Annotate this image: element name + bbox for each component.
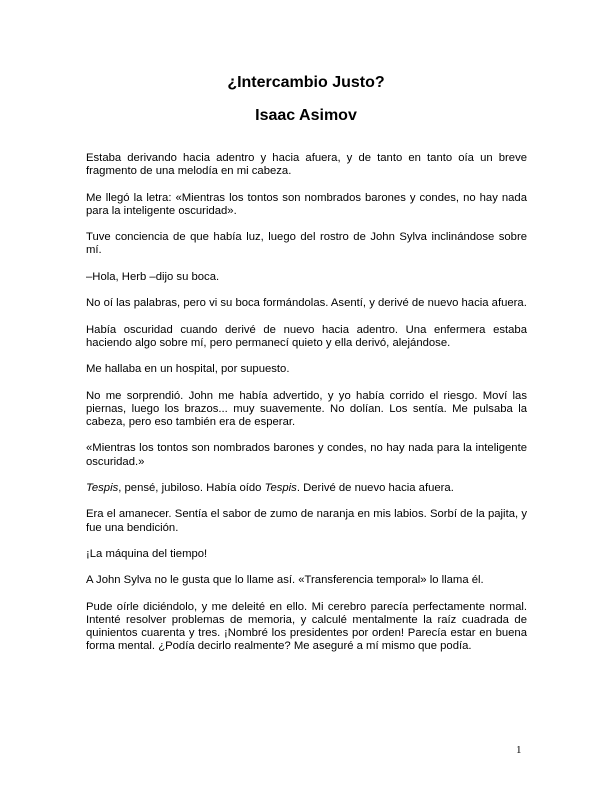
paragraph: «Mientras los tontos son nombrados barones y condes, no hay nada para la inteligente oscuridad.» [86,442,527,468]
paragraph: A John Sylva no le gusta que lo llame así. «Transferencia temporal» lo llama él. [86,574,484,587]
paragraph-tespis [86,482,527,495]
document-title: ¿Intercambio Justo? [227,74,385,91]
italic-word: Tespis [86,481,119,494]
paragraph-fragment: , pensé, jubiloso. Había oído [118,481,265,494]
document-body [86,152,527,667]
paragraph: Había oscuridad cuando derivé de nuevo hacia adentro. Una enfermera estaba haciendo algo sobre mí, pero permanecí quieto y ella derivó, alejándose. [86,323,527,349]
paragraph-fragment: . Derivé de nuevo hacia afuera. [296,481,454,494]
paragraph: ¡La máquina del tiempo! [86,547,208,560]
paragraph: Me llegó la letra: «Mientras los tontos son nombrados barones y condes, no hay nada para la inteligente oscuridad». [86,191,527,217]
paragraph: Era el amanecer. Sentía el sabor de zumo de naranja en mis labios. Sorbí de la pajita, y fue una bendición. [86,508,527,534]
paragraph: Pude oírle diciéndolo, y me deleité en ello. Mi cerebro parecía perfectamente normal. Intenté resolver problemas de memoria, y calculé mentalmente la raíz cuadrada de quinientos cuarenta y tres. ¡Nombré los presidentes por orden! Parecía estar en buena forma mental. ¿Podía decirlo realmente? Me aseguré a mí mismo que podía. [86,600,527,653]
paragraph: Tuve conciencia de que había luz, luego del rostro de John Sylva inclinándose sobre mí. [86,231,527,257]
paragraph: No oí las palabras, pero vi su boca formándolas. Asentí, y derivé de nuevo hacia afuera. [86,297,527,310]
document-author: Isaac Asimov [255,107,357,124]
paragraph: No me sorprendió. John me había advertido, y yo había corrido el riesgo. Moví las piernas, luego los brazos... muy suavemente. No dolían. Los sentía. Me pulsaba la cabeza, pero eso también era de esperar. [86,389,527,428]
paragraph: –Hola, Herb –dijo su boca. [86,270,220,283]
paragraph: Me hallaba en un hospital, por supuesto. [86,363,290,376]
italic-word: Tespis [264,481,297,494]
paragraph: Estaba derivando hacia adentro y hacia afuera, y de tanto en tanto oía un breve fragmento de una melodía en mi cabeza. [86,152,527,178]
page-number: 1 [516,744,522,756]
